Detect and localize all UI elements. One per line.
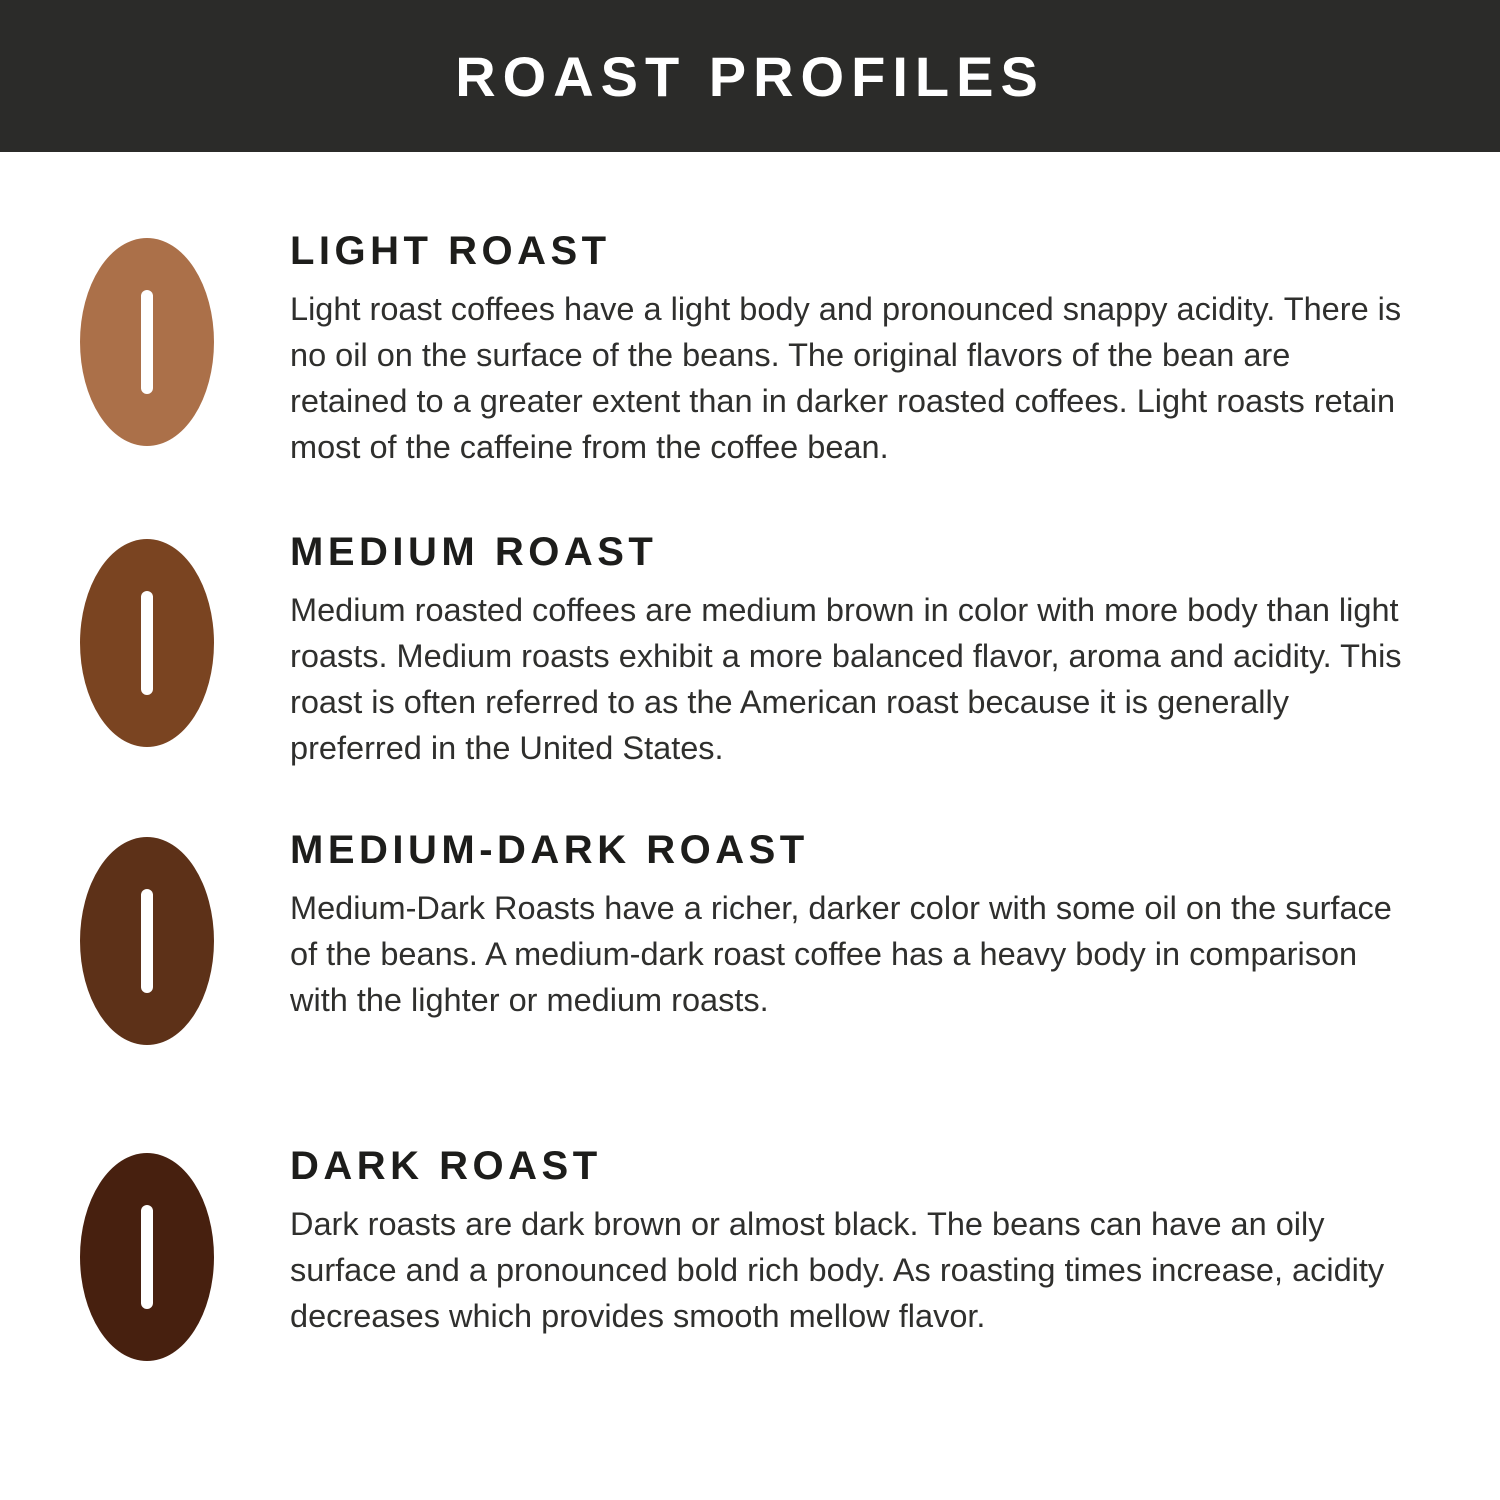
bean-icon-cell-medium-dark <box>80 829 290 1045</box>
roast-title-medium: MEDIUM ROAST <box>290 529 658 574</box>
bean-icon-cell-light <box>80 230 290 446</box>
spacer <box>80 771 1420 829</box>
coffee-bean-icon <box>80 539 214 747</box>
roast-item-medium-dark <box>80 829 1420 1045</box>
roast-item-light <box>80 230 1420 471</box>
roast-item-dark <box>80 1145 1420 1361</box>
roast-text-medium <box>290 531 1420 772</box>
bean-crease <box>141 290 153 394</box>
roast-description-light: Light roast coffees have a light body and pronounced snappy acidity. There is no oil on the surface of the beans. The original flavors of the bean are retained to a greater extent than in darker roasted coffees. Light roasts retain most of the caffeine from the coffee bean. <box>290 291 1402 466</box>
roast-text-dark <box>290 1145 1420 1339</box>
coffee-bean-icon <box>80 837 214 1045</box>
roast-title-dark: DARK ROAST <box>290 1144 602 1189</box>
roast-list <box>0 152 1500 1500</box>
bean-crease <box>141 889 153 993</box>
coffee-bean-icon <box>80 238 214 446</box>
bean-icon-cell-medium <box>80 531 290 747</box>
roast-text-light <box>290 230 1420 471</box>
spacer <box>80 1045 1420 1145</box>
roast-title-medium-dark: MEDIUM-DARK ROAST <box>290 828 809 873</box>
roast-item-medium <box>80 531 1420 772</box>
roast-description-medium: Medium roasted coffees are medium brown in color with more body than light roasts. Medium roasts exhibit a more balanced flavor, aroma and acidity. This roast is often referred to as the American roast because it is generally preferred in the United States. <box>290 591 1402 766</box>
bean-crease <box>141 1205 153 1309</box>
roast-text-medium-dark <box>290 829 1420 1023</box>
roast-description-medium-dark: Medium-Dark Roasts have a richer, darker color with some oil on the surface of the beans. A medium-dark roast coffee has a heavy body in comparison with the lighter or medium roasts. <box>290 890 1392 1019</box>
bean-icon-cell-dark <box>80 1145 290 1361</box>
page-title: ROAST PROFILES <box>455 44 1045 108</box>
spacer <box>80 471 1420 531</box>
coffee-bean-icon <box>80 1153 214 1361</box>
roast-description-dark: Dark roasts are dark brown or almost black. The beans can have an oily surface and a pronounced bold rich body. As roasting times increase, acidity decreases which provides smooth mellow flavor. <box>290 1206 1385 1335</box>
roast-title-light: LIGHT ROAST <box>290 229 611 273</box>
page-header <box>0 0 1500 152</box>
bean-crease <box>141 591 153 695</box>
